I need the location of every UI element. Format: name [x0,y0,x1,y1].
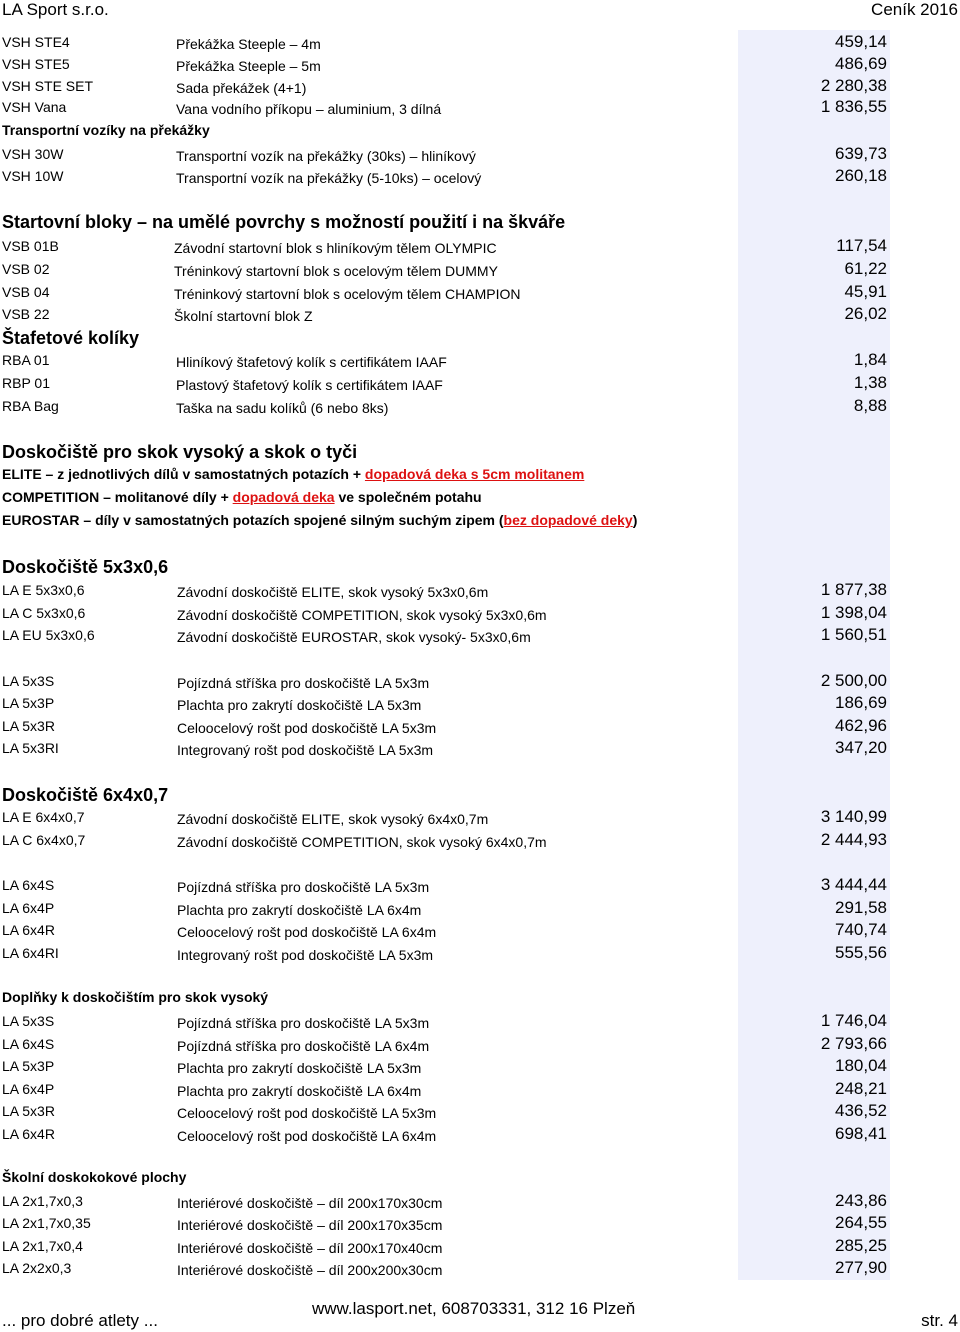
item-code: LA C 6x4x0,7 [2,832,86,848]
item-price: 459,14 [835,32,887,51]
item-code: LA 5x3S [2,673,55,689]
item-description: Integrovaný rošt pod doskočiště LA 5x3m [177,742,434,758]
item-code: RBA 01 [2,352,50,368]
item-description: Plachta pro zakrytí doskočiště LA 5x3m [177,1060,422,1076]
item-description: Závodní doskočiště COMPETITION, skok vysoký 6x4x0,7m [177,834,547,850]
item-description: Interiérové doskočiště – díl 200x170x30cm [177,1195,443,1211]
item-code: LA 5x3P [2,695,55,711]
item-description: Závodní doskočiště ELITE, skok vysoký 5x3x0,6m [177,584,489,600]
item-price: 1,84 [853,350,887,369]
item-price: 3 140,99 [820,807,887,826]
item-code: LA 6x4R [2,922,55,938]
item-code: LA 6x4P [2,1081,55,1097]
item-price: 462,96 [835,716,887,735]
item-code: LA 6x4R [2,1126,55,1142]
item-price: 639,73 [835,144,887,163]
item-description: Školní startovní blok Z [174,308,313,324]
item-price: 436,52 [835,1101,887,1120]
item-description: Transportní vozík na překážky (30ks) – hliníkový [176,148,476,164]
item-price: 260,18 [835,166,887,185]
item-code: VSH STE4 [2,34,70,50]
footer-tagline: ... pro dobré atlety ... [2,1311,158,1330]
item-code: LA 2x1,7x0,4 [2,1238,83,1254]
item-price: 45,91 [844,282,887,301]
item-price: 1 398,04 [820,603,887,622]
section-starting-blocks: Startovní bloky – na umělé povrchy s možností použití i na škváře [2,212,566,232]
item-price: 347,20 [835,738,887,757]
item-code: VSB 22 [2,306,50,322]
item-code: LA EU 5x3x0,6 [2,627,95,643]
section-transport: Transportní vozíky na překážky [2,122,210,138]
item-price: 555,56 [835,943,887,962]
item-code: LA 6x4P [2,900,55,916]
item-price: 2 793,66 [820,1034,887,1053]
item-code: LA 6x4S [2,877,55,893]
item-description: Pojízdná stříška pro doskočiště LA 6x4m [177,1038,430,1054]
item-price: 698,41 [835,1124,887,1143]
item-description: Celoocelový rošt pod doskočiště LA 5x3m [177,1105,437,1121]
company-name: LA Sport s.r.o. [2,0,109,19]
item-description: Interiérové doskočiště – díl 200x170x35cm [177,1217,443,1233]
item-code: LA 6x4RI [2,945,59,961]
item-price: 291,58 [835,898,887,917]
item-price: 180,04 [835,1056,887,1075]
item-price: 740,74 [835,920,887,939]
item-description: Závodní doskočiště ELITE, skok vysoký 6x4x0,7m [177,811,489,827]
item-description: Pojízdná stříška pro doskočiště LA 5x3m [177,879,430,895]
item-description: Pojízdná stříška pro doskočiště LA 5x3m [177,675,430,691]
item-price: 248,21 [835,1079,887,1098]
item-price: 1 560,51 [820,625,887,644]
item-description: Plachta pro zakrytí doskočiště LA 6x4m [177,902,422,918]
item-code: VSB 04 [2,284,50,300]
item-code: LA 2x1,7x0,35 [2,1215,91,1231]
section-landing-pits: Doskočiště pro skok vysoký a skok o tyči [2,442,358,462]
item-price: 1 836,55 [820,97,887,116]
item-code: RBA Bag [2,398,59,414]
item-price: 277,90 [835,1258,887,1277]
item-code: VSB 02 [2,261,50,277]
item-code: LA 5x3S [2,1013,55,1029]
item-price: 1,38 [853,373,887,392]
item-price: 186,69 [835,693,887,712]
item-price: 285,25 [835,1236,887,1255]
item-description: Transportní vozík na překážky (5-10ks) – ocelový [176,170,482,186]
item-code: VSH Vana [2,99,67,115]
item-description: Interiérové doskočiště – díl 200x170x40cm [177,1240,443,1256]
item-description: Plastový štafetový kolík s certifikátem IAAF [176,377,443,393]
note-elite: ELITE – z jednotlivých dílů v samostatných potazích + dopadová deka s 5cm molitanem [2,466,585,482]
item-description: Pojízdná stříška pro doskočiště LA 5x3m [177,1015,430,1031]
item-description: Překážka Steeple – 4m [176,36,321,52]
item-description: Celoocelový rošt pod doskočiště LA 6x4m [177,1128,437,1144]
item-code: LA 5x3RI [2,740,59,756]
item-description: Celoocelový rošt pod doskočiště LA 5x3m [177,720,437,736]
section-pit-6x4: Doskočiště 6x4x0,7 [2,785,169,805]
item-description: Závodní startovní blok s hliníkovým tělem OLYMPIC [174,240,497,256]
item-price: 1 877,38 [820,580,887,599]
section-accessories: Doplňky k doskočištím pro skok vysoký [2,989,269,1005]
item-price: 117,54 [836,236,887,255]
note-competition: COMPETITION – molitanové díly + dopadová deka ve společném potahu [2,489,482,505]
item-description: Závodní doskočiště EUROSTAR, skok vysoký- 5x3x0,6m [177,629,531,645]
footer-page-number: str. 4 [921,1311,958,1330]
item-code: VSH 30W [2,146,64,162]
item-price: 1 746,04 [820,1011,887,1030]
item-description: Taška na sadu kolíků (6 nebo 8ks) [176,400,389,416]
footer-contact: www.lasport.net, 608703331, 312 16 Plzeň [312,1299,636,1318]
item-code: VSH 10W [2,168,64,184]
item-description: Sada překážek (4+1) [176,80,307,96]
item-description: Plachta pro zakrytí doskočiště LA 5x3m [177,697,422,713]
item-price: 264,55 [835,1213,887,1232]
item-description: Plachta pro zakrytí doskočiště LA 6x4m [177,1083,422,1099]
item-code: LA 5x3P [2,1058,55,1074]
item-description: Překážka Steeple – 5m [176,58,321,74]
item-code: LA E 5x3x0,6 [2,582,85,598]
item-price: 2 280,38 [820,76,887,95]
section-pit-5x3: Doskočiště 5x3x0,6 [2,557,169,577]
item-code: RBP 01 [2,375,50,391]
document-title: Ceník 2016 [871,0,958,19]
item-code: LA 2x2x0,3 [2,1260,72,1276]
item-price: 8,88 [853,396,887,415]
item-code: LA 2x1,7x0,3 [2,1193,83,1209]
item-description: Interiérové doskočiště – díl 200x200x30cm [177,1262,443,1278]
item-price: 26,02 [844,304,887,323]
item-price: 2 444,93 [820,830,887,849]
item-price: 2 500,00 [820,671,887,690]
item-price: 243,86 [835,1191,887,1210]
item-code: LA 6x4S [2,1036,55,1052]
item-description: Celoocelový rošt pod doskočiště LA 6x4m [177,924,437,940]
item-description: Závodní doskočiště COMPETITION, skok vysoký 5x3x0,6m [177,607,547,623]
item-price: 486,69 [835,54,887,73]
section-school: Školní doskokokové plochy [2,1169,187,1185]
item-code: VSH STE SET [2,78,94,94]
item-price: 61,22 [844,259,887,278]
item-description: Tréninkový startovní blok s ocelovým tělem CHAMPION [174,286,521,302]
item-description: Tréninkový startovní blok s ocelovým tělem DUMMY [174,263,498,279]
item-code: VSH STE5 [2,56,70,72]
item-code: LA 5x3R [2,1103,55,1119]
item-code: LA 5x3R [2,718,55,734]
note-eurostar: EUROSTAR – díly v samostatných potazích spojené silným suchým zipem (bez dopadové deky) [2,512,638,528]
item-code: LA C 5x3x0,6 [2,605,86,621]
section-relay-batons: Štafetové kolíky [2,328,140,348]
item-price: 3 444,44 [820,875,887,894]
item-code: VSB 01B [2,238,59,254]
item-description: Hliníkový štafetový kolík s certifikátem IAAF [176,354,447,370]
item-description: Integrovaný rošt pod doskočiště LA 5x3m [177,947,434,963]
item-code: LA E 6x4x0,7 [2,809,85,825]
item-description: Vana vodního příkopu – aluminium, 3 dílná [176,101,442,117]
